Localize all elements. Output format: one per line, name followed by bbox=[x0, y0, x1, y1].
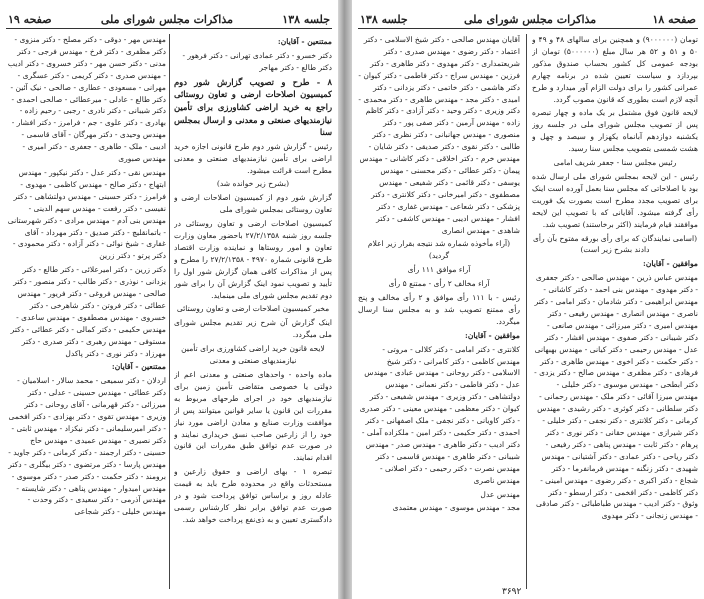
senate-president-signature: رئیس مجلس سنا - جعفر شریف امامی bbox=[553, 158, 677, 168]
right-column-divider bbox=[526, 34, 527, 589]
chair-result-statement: رئیس - با ۱۱۱ رأی موافق و ۲ رأی مخالف و پنج رأی ممتنع تصویب شد و به مجلس سنا ارسال میگردد. bbox=[358, 293, 520, 326]
book-gutter bbox=[338, 0, 352, 599]
bill-continuation: تومان (۹۰۰۰۰۰۰) و همچنین برای سالهای ۴۸ و ۴۹ و ۵۰ و ۵۱ و ۵۲ هر سال مبلغ (۵۰۰۰۰۰۰) تومان از بودجه عمومی کل کشور بحساب صندوق مذکور بپردازد و سیاست تعیین شده در برنامه چهارم عمرانی کشور را برای دولت الزام آور میدارد و طرح آنچه لازم است بطوری که قانون مصوب گردد. bbox=[532, 35, 698, 104]
vote-tally-for: آراء موافق ۱۱۱ رأی bbox=[407, 265, 471, 275]
abstain-heading-2: ممتنعین - آقایان: bbox=[111, 362, 166, 372]
in-favor-heading: موافقین - آقایان: bbox=[643, 259, 698, 269]
in-favor-names: مهندس عباس ذرین - مهندس صالحی - دکتر جعفری - دکتر مهدوی - مهندس بنی احمد - دکتر کاشانی - مهندس ابراهیمی - دکتر شادمان - دکتر امامی - دکتر ناصری - مهندس انصاری - مهندس رفیعی - دکتر مهندس امیری - دکتر میرزائی - مهندس صانعی - دکتر شیبانی - دکتر صفوی - مهندس افشار - دکتر عدل - مهندس رحیمی - دکتر کیانی - مهندس بهبهانی - دکتر حکمت - دکتر اخوی - مهندس طاهری - دکتر فرهادی - دکتر مظفری - مهندس صالح - دکتر یزدی - دکتر ابطحی - مهندس موسوی - دکتر خلیلی - مهندس میرزا آقائی - دکتر ملک - مهندس رحمانی - دکتر سلطانی - دکتر کوثری - دکتر رشیدی - مهندس کرمانی - دکتر کلانتری - دکتر نجفی - دکتر خلیلی - دکتر شیرازی - مهندس حقانی - دکتر نوری - دکتر پرهام - دکتر ثابت - مهندس پناهی - دکتر رفیعی - دکتر ریاحی - دکتر عمادی - دکتر آشتیانی - مهندس شهیدی - دکتر زنگنه - مهندس فرمانفرما - دکتر شجاع - دکتر اکبری - دکتر رضوی - مهندس امینی - دکتر کاظمی - دکتر افخمی - دکتر ارسطو - دکتر وثوق - دکتر ادیب - مهندس طباطبائی - دکتر صادقی - مهندس زنجانی - دکتر مهدوی bbox=[534, 273, 698, 521]
right-page-footer-number: ۳۶۹۲ bbox=[502, 587, 522, 597]
names-tail-b: مجد - مهندس موسوی - مهندس معتمدی bbox=[392, 503, 520, 513]
left-page-number-label: صفحه ۱۹ bbox=[8, 13, 52, 26]
left-page-column-b bbox=[6, 34, 166, 589]
vote-names-mid-a: مهندس نقی - دکتر عدل - دکتر نیکپور - مهندس ابتهاج - دکتر صالح - مهندس کاظمی - مهدوی - فرامرز - دکتر حسینی - مهندس دولتشاهی - دکتر نفیسی - دکتر رفعت - مهندس سهم الدینی - مهندس بنی آدم - مهندس مرادی - دکتر شهرستانی - باتمانقلیچ - دکتر صدیق - دکتر مهرداد - آقای غفاری - شیخ نوائی - دکتر آزاده - دکتر محمودی - دکتر پرتو - دکتر زرین bbox=[7, 167, 166, 261]
right-page bbox=[352, 0, 704, 599]
agenda-item-8: ۸ - طرح و تصویب گزارش شور دوم کمیسیون اصلاحات ارضی و تعاون روستائی راجع به خرید اراضی کشاورزی برای تأمین نیازمندیهای صنعتی و معدنی و ارسال بمجلس سنا bbox=[174, 76, 332, 138]
left-page-column-a bbox=[174, 34, 332, 589]
note-1: تبصره ۱ - بهای اراضی و حقوق زارعین و مستحدثات واقع در محدوده طرح باید به قیمت عادله روز و براساس توافق پرداخت شود و در صورت عدم توافق برابر نظر کارشناس رسمی دادگستری تعیین و به ذی‌نفع پرداخت خواهد شد. bbox=[174, 467, 332, 524]
abstain-names: دکتر خسرو - دکتر عمادی تهرانی - دکتر فرهور - دکتر طالع - دکتر مهاجر bbox=[182, 50, 332, 72]
right-page-number-label: صفحه ۱۸ bbox=[652, 13, 696, 26]
in-favor-heading-2: موافقین - آقایان: bbox=[465, 330, 520, 340]
bill-title: لایحه قانون خرید اراضی کشاورزی برای تأمین نیازمندیهای صنعتی و معدنی bbox=[181, 344, 325, 366]
abstain-heading: ممتنعین - آقایان: bbox=[277, 37, 332, 46]
rapporteur: مخبر کمیسیون اصلاحات ارضی و تعاون روستائی bbox=[176, 304, 330, 314]
names-tail-a: مهندس عدل bbox=[480, 489, 520, 499]
report-submission: اینک گزارش آن شرح زیر تقدیم مجلس شورای ملی میگردد. bbox=[174, 318, 332, 340]
vote-result-note: (آراء مأخوذه شماره شد نتیجه بقرار زیر اعلام گردید) bbox=[367, 239, 511, 261]
in-favor-names-2: کلانتری - دکتر امامی - دکتر کلالی - مروتی - مهندس کاظمی - دکتر کامرانی - دکتر شیخ الاسلامی - دکتر روحانی - مهندس عبادی - مهندس عدل - دکتر فاطمی - دکتر نعمانی - مهندس دولتشاهی - دکتر وزیری - مهندس شفیعی - دکتر کیوان - دکتر معظمی - مهندس معینی - دکتر صدری - دکتر کاویانی - دکتر نجفی - ملک اصفهانی - دکتر احمدی - دکتر حکیمی - دکتر امین - ملکزاده آملی - دکتر ادیب - دکتر طاهری - مهندس صدر - مهندس شیبانی - دکتر طاهری - مهندس قاسمی - دکتر مهندس نصرت - دکتر رحیمی - دکتر اصلانی - مهندس ناصری bbox=[359, 344, 520, 485]
vote-names-mid-b: دکتر زرین - دکتر امیرعلائی - دکتر طالع - دکتر یزدانی - نوذری - دکتر طالب - دکتر منصور - دکتر صالحی - مهندس فروغی - دکتر فریور - مهندس عطائی - دکتر فروتن - دکتر شاهرخی - دکتر خسروی - مهندس مصطفوی - مهندس ساعدی - مهندس حکیمی - دکتر کمالی - دکتر عطائی - دکتر مستوفی - مهندس رهبری - دکتر صدری - دکتر مهرزاد - دکتر نوری - دکتر پاکدل bbox=[10, 265, 166, 358]
left-page-session: جلسه ۱۳۸ bbox=[282, 13, 330, 26]
vote-names-top: مهندس مهر - دوقی - دکتر مصلح - دکتر منزوی - دکتر مظفری - دکتر فرخ - مهندس فرجی - دکتر مدنی - دکتر حسن مهر - دکتر خسروی - دکتر ادیب - مهندس صدری - دکتر کریمی - دکتر عسگری - مهرانی - مسعودی - عطاری - صالحی - نیک آئین - دکتر طالع - عادلی - میرعطائی - صالحی احمدی - دکتر شیبانی - دکتر نادری - رجبی - رحیم زاده - بهادری - دکتر علوی - جم - فرامرز - دکتر افشار - مهندس وحیدی - دکتر مهرگان - آقای قاسمی - ادیبی - ملک - طاهری - جعفری - دکتر امیری - مهندس صبوری bbox=[7, 35, 166, 164]
single-article: ماده واحده - واحدهای صنعتی و معدنی اعم از دولتی یا خصوصی متقاضی تأمین زمین برای نیازمندیهای خود در اجرای طرحهای مربوط به مقررات این قانون یا سایر قوانین میتوانند پس از موافقت وزارت صنایع و معادن اراضی مورد نیاز خود را از زارعین صاحب نسق خریداری نمایند و در صورت عدم توافق طبق مقررات این قانون اقدام نمایند. bbox=[174, 370, 332, 463]
left-column-divider bbox=[169, 34, 170, 589]
report-title: گزارش شور دوم از کمیسیون اصلاحات ارضی و تعاون روستائی بمجلس شورای ملی bbox=[174, 193, 332, 215]
vote-names-top-right: آقایان مهندس صالحی - دکتر شیخ الاسلامی - دکتر اعتماد - دکتر رضوی - مهندس صدری - دکتر شریعتمداری - دکتر مهدوی - دکتر طاهری - دکتر فرزین - مهندس سراج - دکتر فاطمی - دکتر کیوان - دکتر هاشمی - دکتر خاتمی - دکتر یزدانی - دکتر امیدی - دکتر مجد - مهندس طاهری - دکتر محمدی - دکتر وزیری - دکتر وحید - دکتر آزادی - دکتر کاظم زاده - مهندس آرمین - دکتر صفی پور - دکتر منصوری - مهندس جهانبانی - دکتر نظری - دکتر طالبی - دکتر نقوی - دکتر صدیقی - دکتر شایان - مهندس خرم - دکتر اخلاقی - دکتر کاشانی - مهندس پیمان - دکتر عطائی - دکتر محسنی - مهندس یوسفی - دکتر قائمی - دکتر شفیعی - مهندس مصطفوی - دکتر امیرخانی - دکتر کلانتری - دکتر پزشکی - دکتر شعاعی - مهندس غفاری - دکتر افشار - مهندس ادیبی - مهندس کاشفی - دکتر شاهدی - مهندس انصاری bbox=[358, 35, 520, 235]
right-page-title: مذاکرات مجلس شورای ملی bbox=[464, 13, 597, 26]
left-page bbox=[0, 0, 338, 599]
chair-statement: رئیس - گزارش شور دوم طرح قانونی اجازه خرید اراضی برای تأمین نیازمندیهای صنعتی و معدنی مطرح است قرائت میشود. bbox=[174, 141, 332, 175]
report-body: کمیسیون اصلاحات ارضی و تعاون روستائی در جلسه روز شنبه ۲۷/۲/۱۳۵۸ باحضور معاون وزارت تعاون و امور روستاها و نماینده وزارت اقتصاد طرح قانونی شماره ۴۹۷۰ - ۲۷/۲/۱۳۵۸ را مطرح و پس از مذاکرات کافی همان گزارش شور اول را تأیید و تصویب نمود اینک گزارش آن را برای شور دوم تقدیم مجلس شورای ملی مینماید. bbox=[174, 219, 332, 300]
left-page-header bbox=[6, 8, 332, 29]
senate-approval: لایحه قانون فوق مشتمل بر یک ماده و چهار تبصره پس از تصویب مجلس شورای ملی در جلسه روز یکشنبه دوازدهم آبانماه یکهزار و سیصد و چهل و هشت شمسی بتصویب مجلس سنا رسید. bbox=[532, 108, 698, 154]
right-page-column-a bbox=[532, 34, 698, 589]
chair-statement-right: رئیس - این لایحه بمجلس شورای ملی ارسال شده بود با اصلاحاتی که مجلس سنا بعمل آورده است اینک برای تصویب مجدد مطرح است بصورت یک فوریت رأی گرفته میشود. آقایانی که با تصویب این لایحه موافقند قیام فرمایند (اکثر برخاستند) تصویب شد. bbox=[532, 171, 698, 229]
vote-names-bottom: اردلان - دکتر سمیعی - محمد سالار - اسلامیان - دکتر عطائی - مهندس حسینی - عدلی - دکتر میرزائی - دکتر قهرمانی - آقای روحانی - دکتر وزیری - مهندس تقوی - دکتر بهزادی - دکتر افخمی - دکتر امیرسلیمانی - دکتر نیکزاد - مهندس ثابتی - دکتر نصیری - مهندس عمیدی - مهندس حاج حسینی - دکتر ارجمند - دکتر کرمانی - دکتر جاوید - مهندس پارسا - دکتر مرتضوی - دکتر بیگلری - دکتر برومند - دکتر حکمت - دکتر صدر - دکتر موسوی - مهندس امیدوار - مهندس پناهی - دکتر شایسته - مهندس آذرمی - دکتر سعیدی - دکتر وحدت - مهندس خلیلی - دکتر شجاعی bbox=[8, 376, 166, 517]
vote-tally-against: آراء مخالف ۲ رأی - ممتنع ۵ رأی bbox=[388, 279, 490, 289]
left-page-title: مذاکرات مجلس شورای ملی bbox=[100, 13, 234, 26]
right-page-header bbox=[358, 8, 698, 29]
right-page-column-b bbox=[358, 34, 520, 589]
reading-note: (بشرح زیر خوانده شد) bbox=[216, 179, 290, 189]
vote-list-note: (اسامی نمایندگان که برای رأی بورقه مفتوح بآن رأی دادند بشرح زیر است) bbox=[532, 233, 698, 255]
right-page-session: جلسه ۱۳۸ bbox=[360, 13, 408, 26]
